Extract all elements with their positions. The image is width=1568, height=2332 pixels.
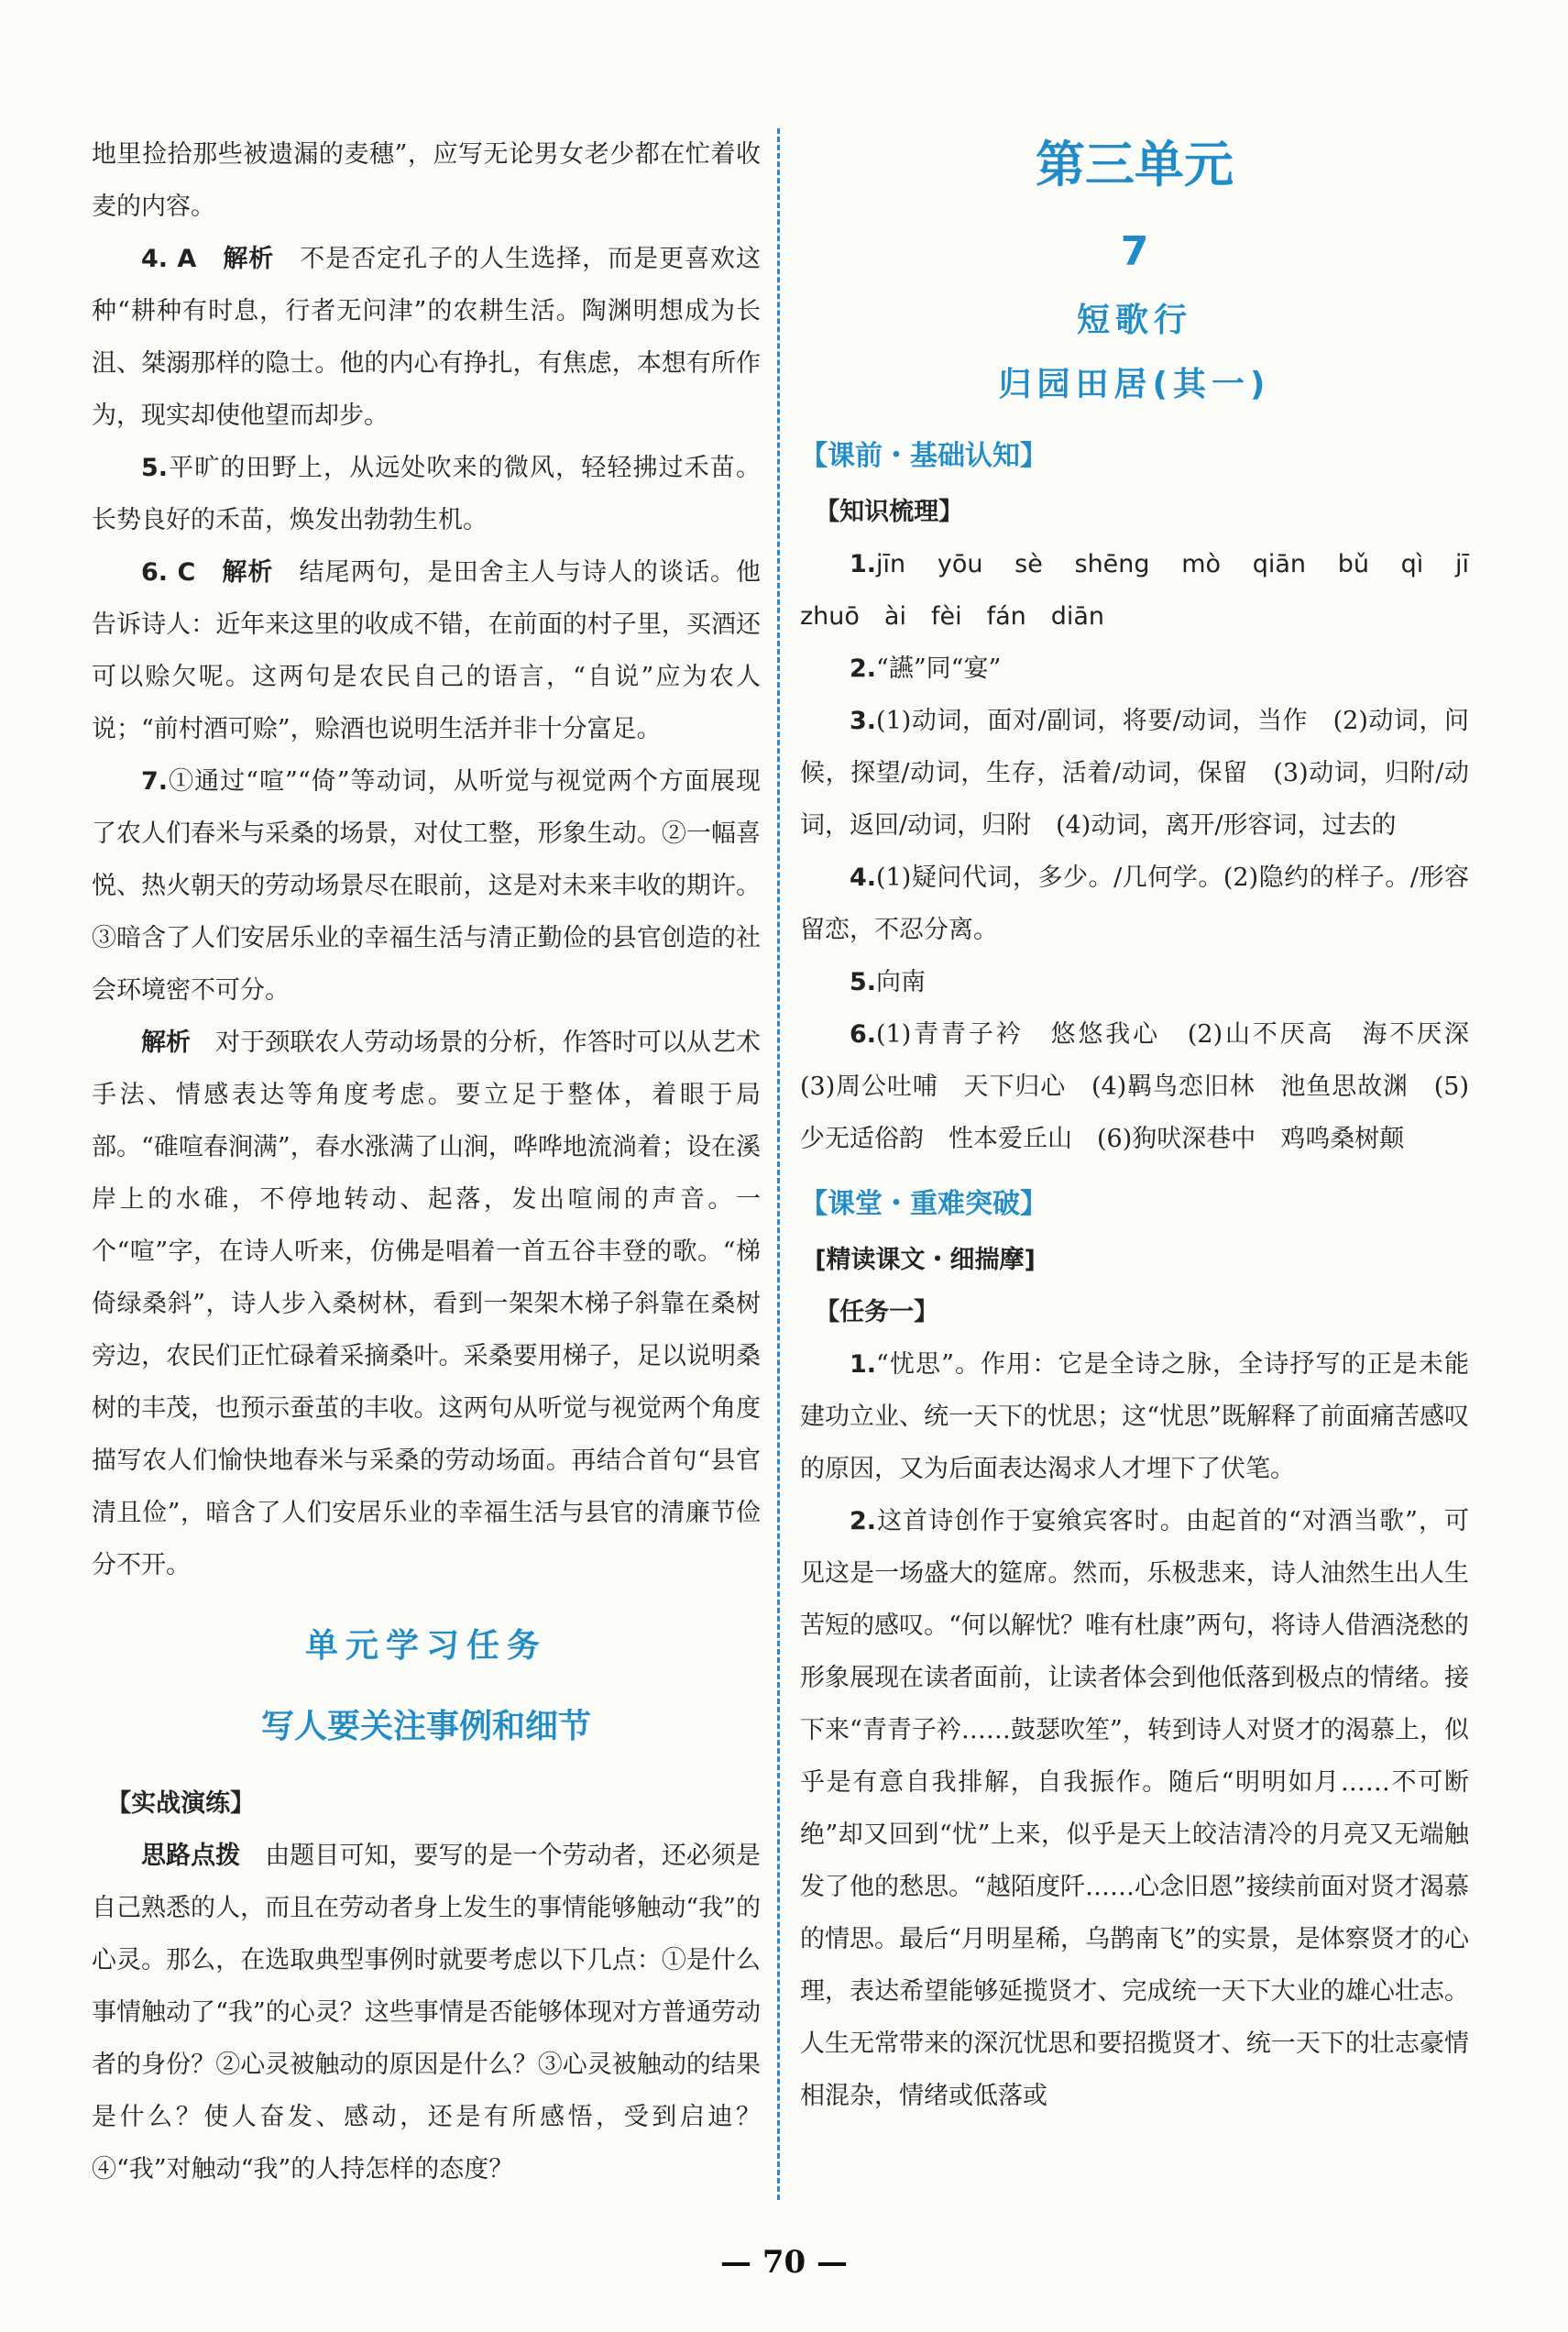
poem-title-2: 归园田居(其一) [998,366,1271,403]
analysis-label: 解析 [141,1028,192,1057]
section-title: 单元学习任务 [304,1627,547,1665]
answer-text: “讌”同“宴” [876,654,1002,683]
answer-text: (1)青青子衿 悠悠我心 (2)山不厌高 海不厌深 (3)周公吐哺 天下归心 (4)羁鸟恋旧林 池鱼思故渊 (5)少无适俗韵 性本爱丘山 (6)狗吠深巷中 鸡鸣桑树颠 [800,1020,1494,1153]
answer-text: 这首诗创作于宴飨宾客时。由起首的“对酒当歌”，可见这是一场盛大的筵席。然而，乐极悲来，诗人油然生出人生苦短的感叹。“何以解忧？唯有杜康”两句，将诗人借酒浇愁的形象展现在读者面前，让读者体会到他低落到极点的情绪。接下来“青青子衿……鼓瑟吹笙”，转到诗人对贤才的渴慕上，似乎是有意自我排解，自我振作。随后“明明如月……不可断绝”却又回到“忧”上来，似乎是天上皎洁清冷的月亮又无端触发了他的愁思。“越陌度阡……心念旧恩”接续前面对贤才渴慕的情思。最后“月明星稀，乌鹊南飞”的实景，是体察贤才的心理，表达希望能够延揽贤才、完成统一天下大业的雄心壮志。人生无常带来的深沉忧思和要招揽贤才、统一天下的壮志豪情相混杂，情绪或低落或 [800,1507,1469,2110]
answer-text: “忧思”。作用：它是全诗之脉，全诗抒写的正是未能建功立业、统一天下的忧思；这“忧思”既解释了前面痛苦感叹的原因，又为后面表达渴求人才埋下了伏笔。 [800,1350,1469,1483]
analysis-text: 不是否定孔子的人生选择，而是更喜欢这种“耕种有时息，行者无问津”的农耕生活。陶渊明想成为长沮、桀溺那样的隐士。他的内心有挣扎，有焦虑，本想有所作为，现实却使他望而却步。 [92,245,762,430]
item-number: 1. [850,550,877,578]
item-number: 5. [141,454,169,482]
practice-tag: 【实战演练】 [106,1789,256,1818]
answer-text: 平旷的田野上，从远处吹来的微风，轻轻拂过禾苗。长势良好的禾苗，焕发出勃勃生机。 [92,454,761,534]
lesson-number: 7 [1120,228,1149,275]
task-item-2 [800,1495,1469,2122]
knowledge-item-4 [800,852,1469,956]
item-number: 7. [141,767,169,796]
column-divider [777,128,780,2200]
knowledge-item-6 [800,1008,1494,1165]
right-column [800,128,1494,2122]
analysis-text: 结尾两句，是田舍主人与诗人的谈话。他告诉诗人：近年来这里的收成不错，在前面的村子里，买酒还可以赊欠呢。这两句是农民自己的语言，“自说”应为农人说；“前村酒可赊”，赊酒也说明生活并非十分富足。 [92,558,762,743]
item-number: 2. [850,654,877,683]
knowledge-item-3 [800,695,1469,852]
answer-text: 向南 [876,968,927,996]
in-class-tag: 【课堂・重难突破】 [800,1188,1047,1220]
knowledge-tag: 【知识梳理】 [815,498,964,526]
task-1-tag: 【任务一】 [815,1298,939,1326]
analysis-label: 解析 [223,245,275,273]
item-number: 6. [850,1020,877,1049]
answer-item-7 [92,755,761,1017]
analysis-label: 解析 [222,558,274,587]
knowledge-item-1 [800,538,1494,643]
answer-text: ①通过“喧”“倚”等动词，从听觉与视觉两个方面展现了农人们春米与采桑的场景，对仗工整，形象生动。②一幅喜悦、热火朝天的劳动场景尽在眼前，这是对未来丰收的期许。③暗含了人们安居乐业的幸福生活与清正勤俭的县官创造的社会环境密不可分。 [92,767,761,1005]
tip-text: 由题目可知，要写的是一个劳动者，还必须是自己熟悉的人，而且在劳动者身上发生的事情能够触动“我”的心灵。那么，在选取典型事例时就要考虑以下几点：①是什么事情触动了“我”的心灵？这些事情是否能够体现对方普通劳动者的身份？②心灵被触动的原因是什么？③心灵被触动的结果是什么？使人奋发、感动，还是有所感悟，受到启迪？④“我”对触动“我”的人持怎样的态度？ [92,1842,762,2184]
answer-item-4 [92,233,761,442]
tip-label: 思路点拨 [141,1842,241,1870]
knowledge-item-5 [800,956,1469,1008]
left-column [92,128,761,2195]
answer-text: (1)动词，面对/副词，将要/动词，当作 (2)动词，问候，探望/动词，生存，活着/动词，保留 (3)动词，归附/动词，返回/动词，归附 (4)动词，离开/形容词，过去的 [800,707,1469,840]
item-number: 3. [850,707,877,735]
answer-item-5 [92,442,761,546]
close-reading-tag: [精读课文・细揣摩] [815,1246,1036,1274]
pre-class-tag: 【课前・基础认知】 [800,440,1047,472]
poem-title-1: 短歌行 [1076,302,1192,339]
pinyin-text: jīn yōu sè shēng mò qiān bǔ qì jī zhuō ài fèi fán diān [800,550,1494,631]
task-item-1 [800,1338,1469,1495]
analysis-text: 对于颈联农人劳动场景的分析，作答时可以从艺术手法、情感表达等角度考虑。要立足于整体，着眼于局部。“碓喧春涧满”，春水涨满了山涧，哗哗地流淌着；设在溪岸上的水碓，不停地转动、起落，发出喧闹的声音。一个“喧”字，在诗人听来，仿佛是唱着一首五谷丰登的歌。“梯倚绿桑斜”，诗人步入桑树林，看到一架架木梯子斜靠在桑树旁边，农民们正忙碌着采摘桑叶。采桑要用梯子，足以说明桑树的丰茂，也预示蚕茧的丰收。这两句从听觉与视觉两个角度描写农人们愉快地春米与采桑的劳动场面。再结合首句“县官清且俭”，暗含了人们安居乐业的幸福生活与县官的清廉节俭分不开。 [92,1028,762,1579]
item-number: 2. [850,1507,877,1535]
page-number: — 70 — [720,2244,848,2281]
item-number: 1. [850,1350,877,1379]
item-number: 6. C [141,558,196,587]
answer-text: (1)疑问代词，多少。/几何学。(2)隐约的样子。/形容留恋，不忍分离。 [800,864,1469,944]
item-number: 4. [850,864,877,892]
answer-item-7-analysis [92,1017,761,1591]
item-number: 5. [850,968,877,996]
answer-continuation: 地里捡拾那些被遗漏的麦穗”，应写无论男女老少都在忙着收麦的内容。 [92,140,761,221]
writing-tip [92,1830,761,2195]
answer-item-6 [92,546,761,755]
unit-title: 第三单元 [1036,136,1234,193]
knowledge-item-2 [800,643,1469,695]
item-number: 4. A [141,245,197,273]
section-subtitle: 写人要关注事例和细节 [260,1708,591,1745]
